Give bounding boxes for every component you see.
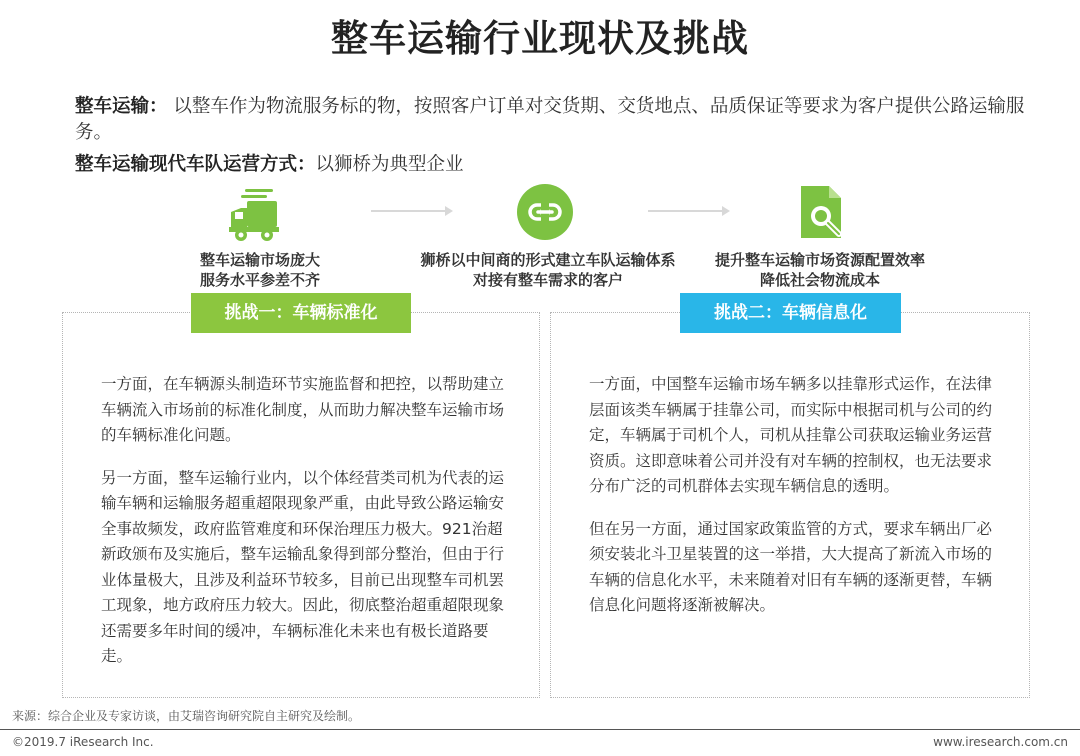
search-document-icon [793, 182, 857, 246]
flow-step-1-line1: 整车运输市场庞大 [199, 251, 320, 269]
flow-step-1-line2: 服务水平参差不齐 [199, 271, 320, 289]
challenge-1-paragraph-2: 另一方面，整车运输行业内，以个体经营类司机为代表的运输车辆和运输服务超重超限现象严重，由此导致公路运输安全事故频发，政府监管难度和环保治理压力极大。921治超新政颁布及实施后，整车运输乱象得到部分整治，但由于行业体量极大，且涉及利益环节较多，目前已出现整车司机罢工现象，地方政府压力较大。因此，彻底整治超重超限现象还需要多年时间的缓冲，车辆标准化未来也有极长道路要走。 [101, 468, 505, 665]
flow-step-3-line2: 降低社会物流成本 [759, 271, 880, 289]
challenge-2-text [589, 372, 999, 636]
operation-mode [75, 150, 464, 176]
flow-step-2-line2: 对接有整车需求的客户 [472, 271, 623, 289]
truck-icon [227, 184, 291, 248]
flow-arrow [648, 210, 728, 212]
flow-step-3-line1: 提升整车运输市场资源配置效率 [714, 251, 925, 269]
challenge-2-paragraph-2: 但在另一方面，通过国家政策监管的方式，要求车辆出厂必须安装北斗卫星装置的这一举措，大大提高了新流入市场的车辆的信息化水平，未来随着对旧有车辆的逐渐更替，车辆信息化问题将逐渐被解决。 [589, 519, 993, 614]
challenge-2-badge: 挑战二：车辆信息化 [680, 293, 901, 333]
definition-term: 整车运输： [75, 96, 168, 117]
website-link[interactable]: www.iresearch.com.cn [933, 735, 1068, 749]
mode-term: 整车运输现代车队运营方式： [75, 154, 316, 175]
flow-step-2 [400, 250, 696, 290]
definition [75, 94, 1035, 146]
flow-arrow [371, 210, 451, 212]
source-note: 来源：综合企业及专家访谈，由艾瑞咨询研究院自主研究及绘制。 [12, 709, 361, 723]
copyright: ©2019.7 iResearch Inc. [12, 735, 154, 749]
challenge-1-paragraph-1: 一方面，在车辆源头制造环节实施监督和把控，以帮助建立车辆流入市场前的标准化制度，从而助力解决整车运输市场的车辆标准化问题。 [101, 375, 505, 444]
link-icon [513, 180, 577, 244]
mode-text: 以狮桥为典型企业 [315, 154, 464, 175]
flow-step-3 [694, 250, 946, 290]
page-title: 整车运输行业现状及挑战 [331, 17, 749, 60]
flow-step-2-line1: 狮桥以中间商的形式建立车队运输体系 [420, 251, 676, 269]
definition-text: 以整车作为物流服务标的物，按照客户订单对交货期、交货地点、品质保证等要求为客户提供公路运输服务。 [75, 96, 1025, 143]
flow-step-1 [178, 250, 342, 290]
challenge-1-text [101, 372, 509, 687]
challenge-2-paragraph-1: 一方面，中国整车运输市场车辆多以挂靠形式运作，在法律层面该类车辆属于挂靠公司，而实际中根据司机与公司的约定，车辆属于司机个人，司机从挂靠公司获取运输业务运营资质。这即意味着公司并没有对车辆的控制权，也无法要求分布广泛的司机群体去实现车辆信息的透明。 [589, 375, 993, 495]
challenge-1-badge: 挑战一：车辆标准化 [191, 293, 411, 333]
footer-divider [0, 729, 1080, 730]
